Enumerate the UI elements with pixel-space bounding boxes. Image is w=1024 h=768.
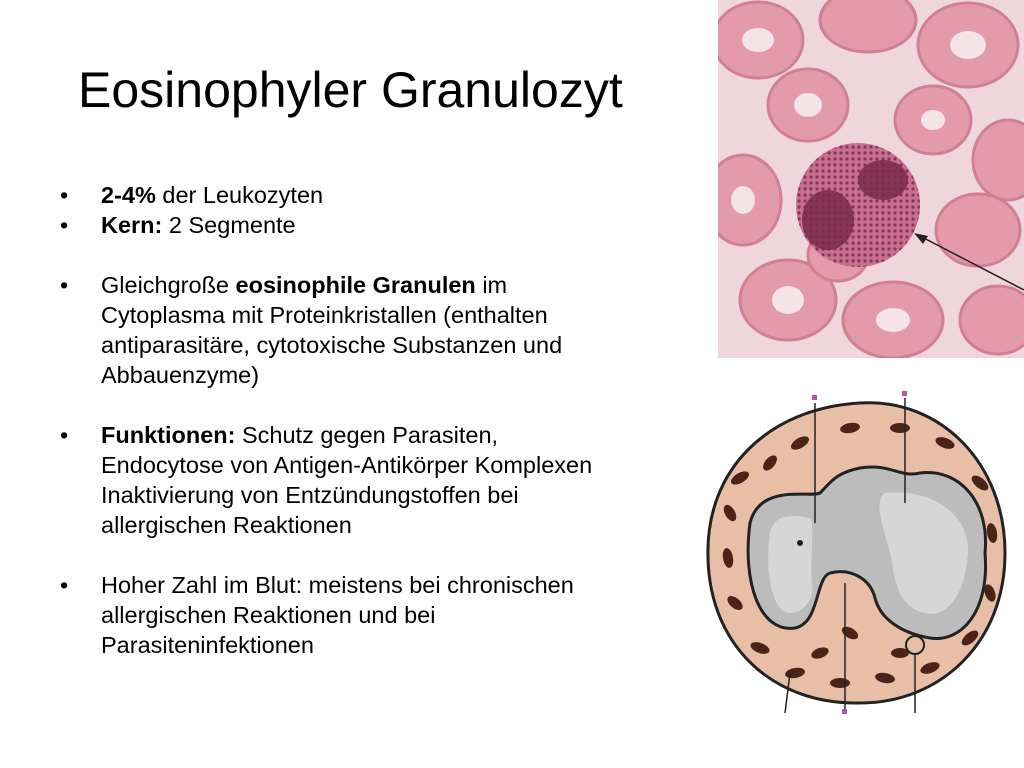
bullet-text: der Leukozyten (155, 182, 324, 208)
bullet-text: 2 Segmente (162, 212, 296, 238)
bullet-text: im (475, 272, 508, 298)
bullet-spacer (60, 390, 720, 420)
bullet-list (60, 180, 720, 660)
bullet-dot-icon: • (60, 572, 69, 598)
bullet-line: Endocytose von Antigen-Antikörper Komplexen (101, 452, 593, 478)
bullet-item (60, 180, 720, 210)
bullet-line: Parasiteninfektionen (101, 632, 314, 658)
bullet-item (60, 270, 720, 390)
bullet-dot-icon: • (60, 272, 69, 298)
bullet-line: Cytoplasma mit Proteinkristallen (enthalten (101, 302, 548, 328)
bullet-dot-icon: • (60, 212, 69, 238)
bullet-bold: 2-4% (101, 182, 156, 208)
bullet-line: allergischen Reaktionen (101, 512, 352, 538)
bullet-bold: eosinophile Granulen (235, 272, 476, 298)
bullet-dot-icon: • (60, 182, 69, 208)
bullet-bold: Kern: (101, 212, 163, 238)
bullet-text: Schutz gegen Parasiten, (235, 422, 499, 448)
bullet-bold: Funktionen: (101, 422, 236, 448)
slide-title: Eosinophyler Granulozyt (78, 62, 623, 118)
bullet-line: allergischen Reaktionen und bei (101, 602, 436, 628)
bullet-item (60, 570, 720, 660)
bullet-dot-icon: • (60, 422, 69, 448)
bullet-spacer (60, 540, 720, 570)
bullet-text: Hoher Zahl im Blut: meistens bei chronischen (101, 572, 574, 598)
bullet-line: Abbauenzyme) (101, 362, 260, 388)
bullet-item (60, 210, 720, 240)
bullet-spacer (60, 240, 720, 270)
bullet-line: antiparasitäre, cytotoxische Substanzen und (101, 332, 563, 358)
bullet-text: Gleichgroße (101, 272, 236, 298)
eosinophil-diagram-image (700, 383, 1024, 723)
bullet-item (60, 420, 720, 540)
bullet-line: Inaktivierung von Entzündungstoffen bei (101, 482, 519, 508)
eosinophil-micrograph-image (718, 0, 1024, 358)
